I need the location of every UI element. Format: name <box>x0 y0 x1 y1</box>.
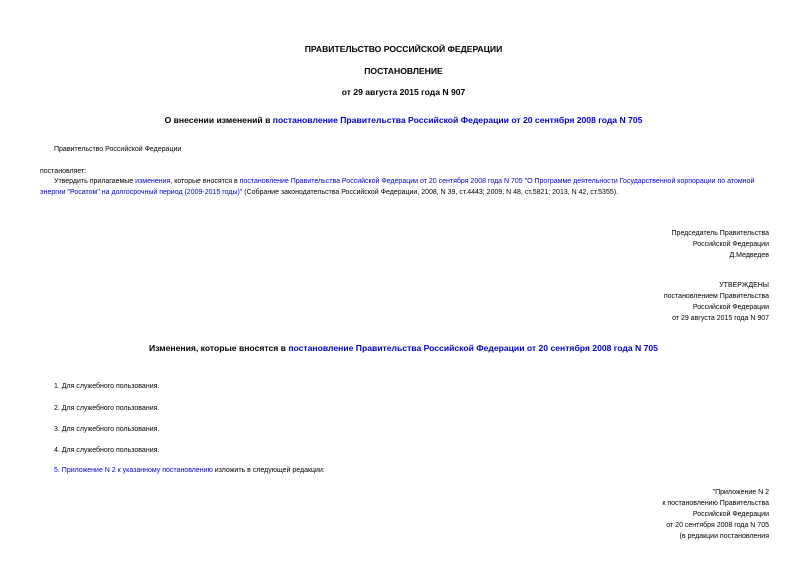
decrees-text: постановляет: <box>40 168 87 175</box>
list-item: 1. Для служебного пользования. <box>54 383 160 390</box>
list-item: 3. Для служебного пользования. <box>54 426 160 433</box>
item5-suffix: изложить в следующей редакции: <box>212 467 325 474</box>
changes-link[interactable]: изменения <box>135 178 171 185</box>
appendix-block <box>662 487 769 542</box>
approve-prefix: Утвердить прилагаемые <box>54 178 136 185</box>
appendix-line-1: "Приложение N 2 <box>712 489 769 496</box>
document-title-prefix: О внесении изменений в <box>164 115 273 125</box>
signature-line-1: Председатель Правительства <box>671 230 769 237</box>
appendix-2-link[interactable]: Приложение N 2 к указанному постановлению <box>61 467 213 474</box>
approved-block <box>664 280 769 324</box>
list-item-5 <box>54 465 654 476</box>
approved-line-2: постановлением Правительства <box>663 293 769 300</box>
document-title <box>0 115 807 125</box>
doc-type-heading: ПОСТАНОВЛЕНИЕ <box>364 66 443 76</box>
approved-line-3: Российской Федерации <box>692 304 769 311</box>
list-item: 2. Для служебного пользования. <box>54 405 160 412</box>
signature-block <box>672 228 769 261</box>
signature-line-2: Российской Федерации <box>692 241 769 248</box>
appendix-line-4: от 20 сентября 2008 года N 705 <box>666 522 769 529</box>
approve-suffix: (Собрание законодательства Российской Федерации, 2008, N 39, ст.4443; 2009, N 48, ст.5821; 2013, N 42, ст.5355). <box>242 189 619 196</box>
changes-heading-link[interactable]: постановление Правительства Российской Федерации от 20 сентября 2008 года N 705 <box>288 343 658 353</box>
signature-line-3: Д.Медведев <box>729 252 769 259</box>
date-number-heading: от 29 августа 2015 года N 907 <box>341 87 466 97</box>
government-heading: ПРАВИТЕЛЬСТВО РОССИЙСКОЙ ФЕДЕРАЦИИ <box>304 44 503 54</box>
changes-heading-prefix: Изменения, которые вносятся в <box>149 343 289 353</box>
intro-text: Правительство Российской Федерации <box>54 146 182 153</box>
item5-number[interactable]: 5. <box>54 467 62 474</box>
approve-mid: , которые вносятся в <box>170 178 240 185</box>
list-item: 4. Для служебного пользования. <box>54 447 160 454</box>
approved-line-1: УТВЕРЖДЕНЫ <box>719 282 769 289</box>
appendix-line-5: (в редакции постановления <box>679 533 769 540</box>
amended-decree-link[interactable]: постановление Правительства Российской Федерации от 20 сентября 2008 года N 705 <box>272 115 643 125</box>
appendix-line-3: Российской Федерации <box>692 511 769 518</box>
changes-heading <box>0 343 807 353</box>
decree-705-link[interactable]: постановление Правительства Российской Федерации от 20 сентября 2008 года N 705 "О Программе деятельности Государственной корпорации по атомной энергии "Росатом" на долгосрочный период (2009-2015 годы)" <box>40 178 755 196</box>
appendix-line-2: к постановлению Правительства <box>662 500 769 507</box>
approve-paragraph <box>40 176 771 198</box>
approved-line-4: от 29 августа 2015 года N 907 <box>672 315 769 322</box>
